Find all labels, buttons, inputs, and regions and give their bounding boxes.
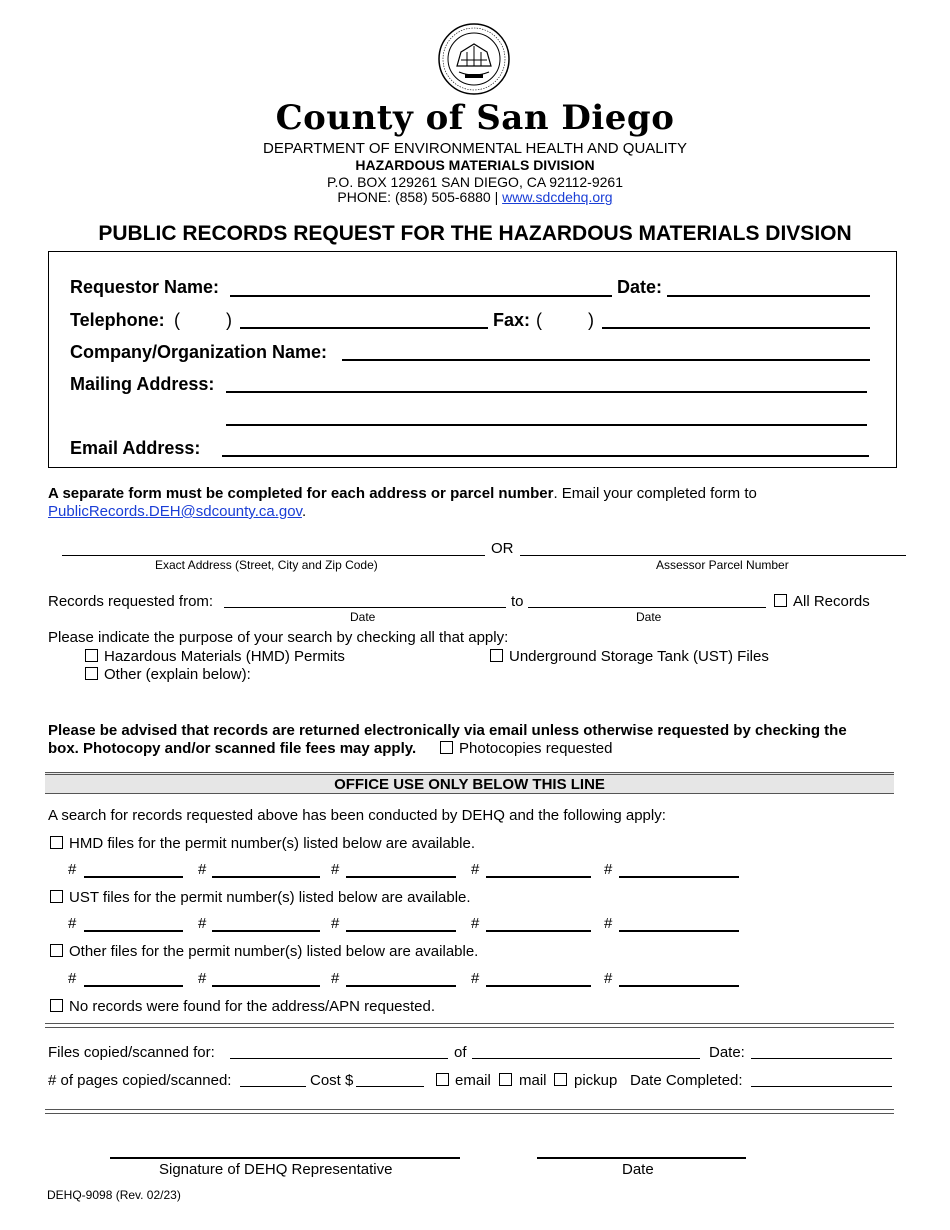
- ust-hash-2: #: [198, 915, 207, 932]
- phone-text: PHONE: (858) 505-6880 |: [337, 189, 503, 205]
- hmd-available-label: HMD files for the permit number(s) listed below are available.: [69, 835, 475, 852]
- ust-permit-number-field-4[interactable]: [486, 930, 591, 932]
- division-name: HAZARDOUS MATERIALS DIVISION: [355, 157, 595, 173]
- notice-bold-text: A separate form must be completed for each address or parcel number: [48, 485, 554, 502]
- parcel-number-field[interactable]: [520, 555, 906, 556]
- section-divider: [45, 1023, 894, 1028]
- company-label: Company/Organization Name:: [70, 342, 328, 362]
- ust-permit-number-field-2[interactable]: [212, 930, 320, 932]
- county-seal-logo: [437, 22, 511, 96]
- photocopies-checkbox[interactable]: [440, 741, 453, 754]
- parcel-number-caption: Assessor Parcel Number: [656, 558, 789, 572]
- hmd-permit-number-field-5[interactable]: [619, 876, 739, 878]
- records-from-label: Records requested from:: [48, 593, 214, 610]
- ust-hash-3: #: [331, 915, 340, 932]
- fees-divider: [45, 1109, 894, 1114]
- website-link[interactable]: www.sdcdehq.org: [502, 189, 613, 205]
- other-available-label: Other files for the permit number(s) listed below are available.: [69, 943, 479, 960]
- records-from-date-field[interactable]: [224, 607, 506, 608]
- other-permit-number-field-3[interactable]: [346, 985, 456, 987]
- copied-for-label: Files copied/scanned for:: [48, 1044, 215, 1061]
- hmd-permit-number-field-2[interactable]: [212, 876, 320, 878]
- form-id: DEHQ-9098 (Rev. 02/23): [47, 1188, 181, 1202]
- from-date-caption: Date: [350, 610, 376, 624]
- hmd-hash-1: #: [68, 861, 77, 878]
- hmd-permit-number-field-4[interactable]: [486, 876, 591, 878]
- county-name: County of San Diego: [275, 98, 675, 138]
- hmd-permit-number-field-1[interactable]: [84, 876, 183, 878]
- fax-field[interactable]: [602, 327, 870, 329]
- pickup-delivery-label: pickup: [574, 1072, 618, 1089]
- ust-files-checkbox[interactable]: [490, 649, 503, 662]
- cost-field[interactable]: [356, 1086, 424, 1087]
- of-label: of: [454, 1044, 467, 1061]
- fax-paren-close: ): [588, 310, 594, 330]
- records-to-label: to: [511, 593, 524, 610]
- office-use-bar: OFFICE USE ONLY BELOW THIS LINE: [45, 772, 894, 794]
- exact-address-caption: Exact Address (Street, City and Zip Code): [155, 558, 378, 572]
- pages-field[interactable]: [240, 1086, 306, 1087]
- mailing-address-label: Mailing Address:: [70, 374, 215, 394]
- form-title: PUBLIC RECORDS REQUEST FOR THE HAZARDOUS MATERIALS DIVSION: [98, 222, 852, 245]
- other-permit-number-field-5[interactable]: [619, 985, 739, 987]
- date-label: Date:: [617, 277, 663, 297]
- fees-date-field[interactable]: [751, 1058, 892, 1059]
- notice-period: .: [301, 503, 307, 520]
- ust-hash-4: #: [471, 915, 480, 932]
- mail-delivery-label: mail: [519, 1072, 547, 1089]
- requestor-name-label: Requestor Name:: [70, 277, 220, 297]
- other-permit-number-field-1[interactable]: [84, 985, 183, 987]
- other-purpose-label: Other (explain below):: [104, 666, 251, 683]
- other-hash-1: #: [68, 970, 77, 987]
- mailing-address-field-2[interactable]: [226, 424, 867, 426]
- hmd-available-checkbox[interactable]: [50, 836, 63, 849]
- signature-field[interactable]: [110, 1157, 460, 1159]
- hmd-permits-checkbox[interactable]: [85, 649, 98, 662]
- other-permit-number-field-4[interactable]: [486, 985, 591, 987]
- date-field[interactable]: [667, 295, 870, 297]
- pickup-delivery-checkbox[interactable]: [554, 1073, 567, 1086]
- pages-label: # of pages copied/scanned:: [48, 1072, 232, 1089]
- hmd-hash-5: #: [604, 861, 613, 878]
- ust-permit-number-field-1[interactable]: [84, 930, 183, 932]
- public-records-email-link[interactable]: PublicRecords.DEH@sdcounty.ca.gov: [48, 503, 302, 520]
- email-address-label: Email Address:: [70, 438, 201, 458]
- hmd-hash-3: #: [331, 861, 340, 878]
- ust-files-label: Underground Storage Tank (UST) Files: [509, 648, 769, 665]
- date-completed-field[interactable]: [751, 1086, 892, 1087]
- requestor-name-field[interactable]: [230, 295, 612, 297]
- other-hash-4: #: [471, 970, 480, 987]
- hmd-permit-number-field-3[interactable]: [346, 876, 456, 878]
- mailing-address: P.O. BOX 129261 SAN DIEGO, CA 92112-9261: [327, 174, 623, 190]
- hmd-hash-2: #: [198, 861, 207, 878]
- of-field[interactable]: [472, 1058, 700, 1059]
- fees-date-label: Date:: [709, 1044, 745, 1061]
- ust-hash-1: #: [68, 915, 77, 932]
- ust-hash-5: #: [604, 915, 613, 932]
- notice-rest-text: . Email your completed form to: [553, 485, 757, 502]
- copied-for-field[interactable]: [230, 1058, 448, 1059]
- fax-paren-open: (: [536, 310, 542, 330]
- email-address-field[interactable]: [222, 455, 869, 457]
- other-purpose-checkbox[interactable]: [85, 667, 98, 680]
- purpose-prompt: Please indicate the purpose of your search by checking all that apply:: [48, 629, 509, 646]
- ust-available-checkbox[interactable]: [50, 890, 63, 903]
- other-permit-number-field-2[interactable]: [212, 985, 320, 987]
- records-to-date-field[interactable]: [528, 607, 766, 608]
- hmd-hash-4: #: [471, 861, 480, 878]
- to-date-caption: Date: [636, 610, 662, 624]
- mail-delivery-checkbox[interactable]: [499, 1073, 512, 1086]
- signature-date-field[interactable]: [537, 1157, 746, 1159]
- phone-line: [0, 189, 950, 205]
- department-name: DEPARTMENT OF ENVIRONMENTAL HEALTH AND QUALITY: [263, 140, 687, 157]
- ust-permit-number-field-3[interactable]: [346, 930, 456, 932]
- mailing-address-field-1[interactable]: [226, 391, 867, 393]
- fax-label: Fax:: [493, 310, 531, 330]
- office-intro: A search for records requested above has been conducted by DEHQ and the following apply:: [48, 807, 666, 824]
- telephone-label: Telephone:: [70, 310, 165, 330]
- other-hash-5: #: [604, 970, 613, 987]
- telephone-field[interactable]: [240, 327, 488, 329]
- email-delivery-label: email: [455, 1072, 491, 1089]
- email-delivery-checkbox[interactable]: [436, 1073, 449, 1086]
- or-separator: OR: [491, 540, 514, 557]
- ust-available-label: UST files for the permit number(s) listed below are available.: [69, 889, 471, 906]
- photocopies-label: Photocopies requested: [459, 740, 613, 757]
- cost-label: Cost $: [310, 1072, 354, 1089]
- telephone-paren-open: (: [174, 310, 180, 330]
- notice-email-line: [48, 503, 306, 520]
- hmd-permits-label: Hazardous Materials (HMD) Permits: [104, 648, 345, 665]
- separate-form-notice: [48, 485, 757, 502]
- telephone-paren-close: ): [226, 310, 232, 330]
- exact-address-field[interactable]: [62, 555, 485, 556]
- company-field[interactable]: [342, 359, 870, 361]
- signature-label: Signature of DEHQ Representative: [159, 1161, 393, 1178]
- all-records-checkbox[interactable]: [774, 594, 787, 607]
- no-records-checkbox[interactable]: [50, 999, 63, 1012]
- other-hash-3: #: [331, 970, 340, 987]
- no-records-label: No records were found for the address/APN requested.: [69, 998, 436, 1015]
- all-records-label: All Records: [793, 593, 870, 610]
- advisory-line-2: box. Photocopy and/or scanned file fees may apply.: [48, 740, 417, 757]
- ust-permit-number-field-5[interactable]: [619, 930, 739, 932]
- date-completed-label: Date Completed:: [630, 1072, 743, 1089]
- signature-date-label: Date: [622, 1161, 654, 1178]
- other-hash-2: #: [198, 970, 207, 987]
- advisory-line-1: Please be advised that records are returned electronically via email unless otherwise requested by checking the: [48, 722, 847, 739]
- other-available-checkbox[interactable]: [50, 944, 63, 957]
